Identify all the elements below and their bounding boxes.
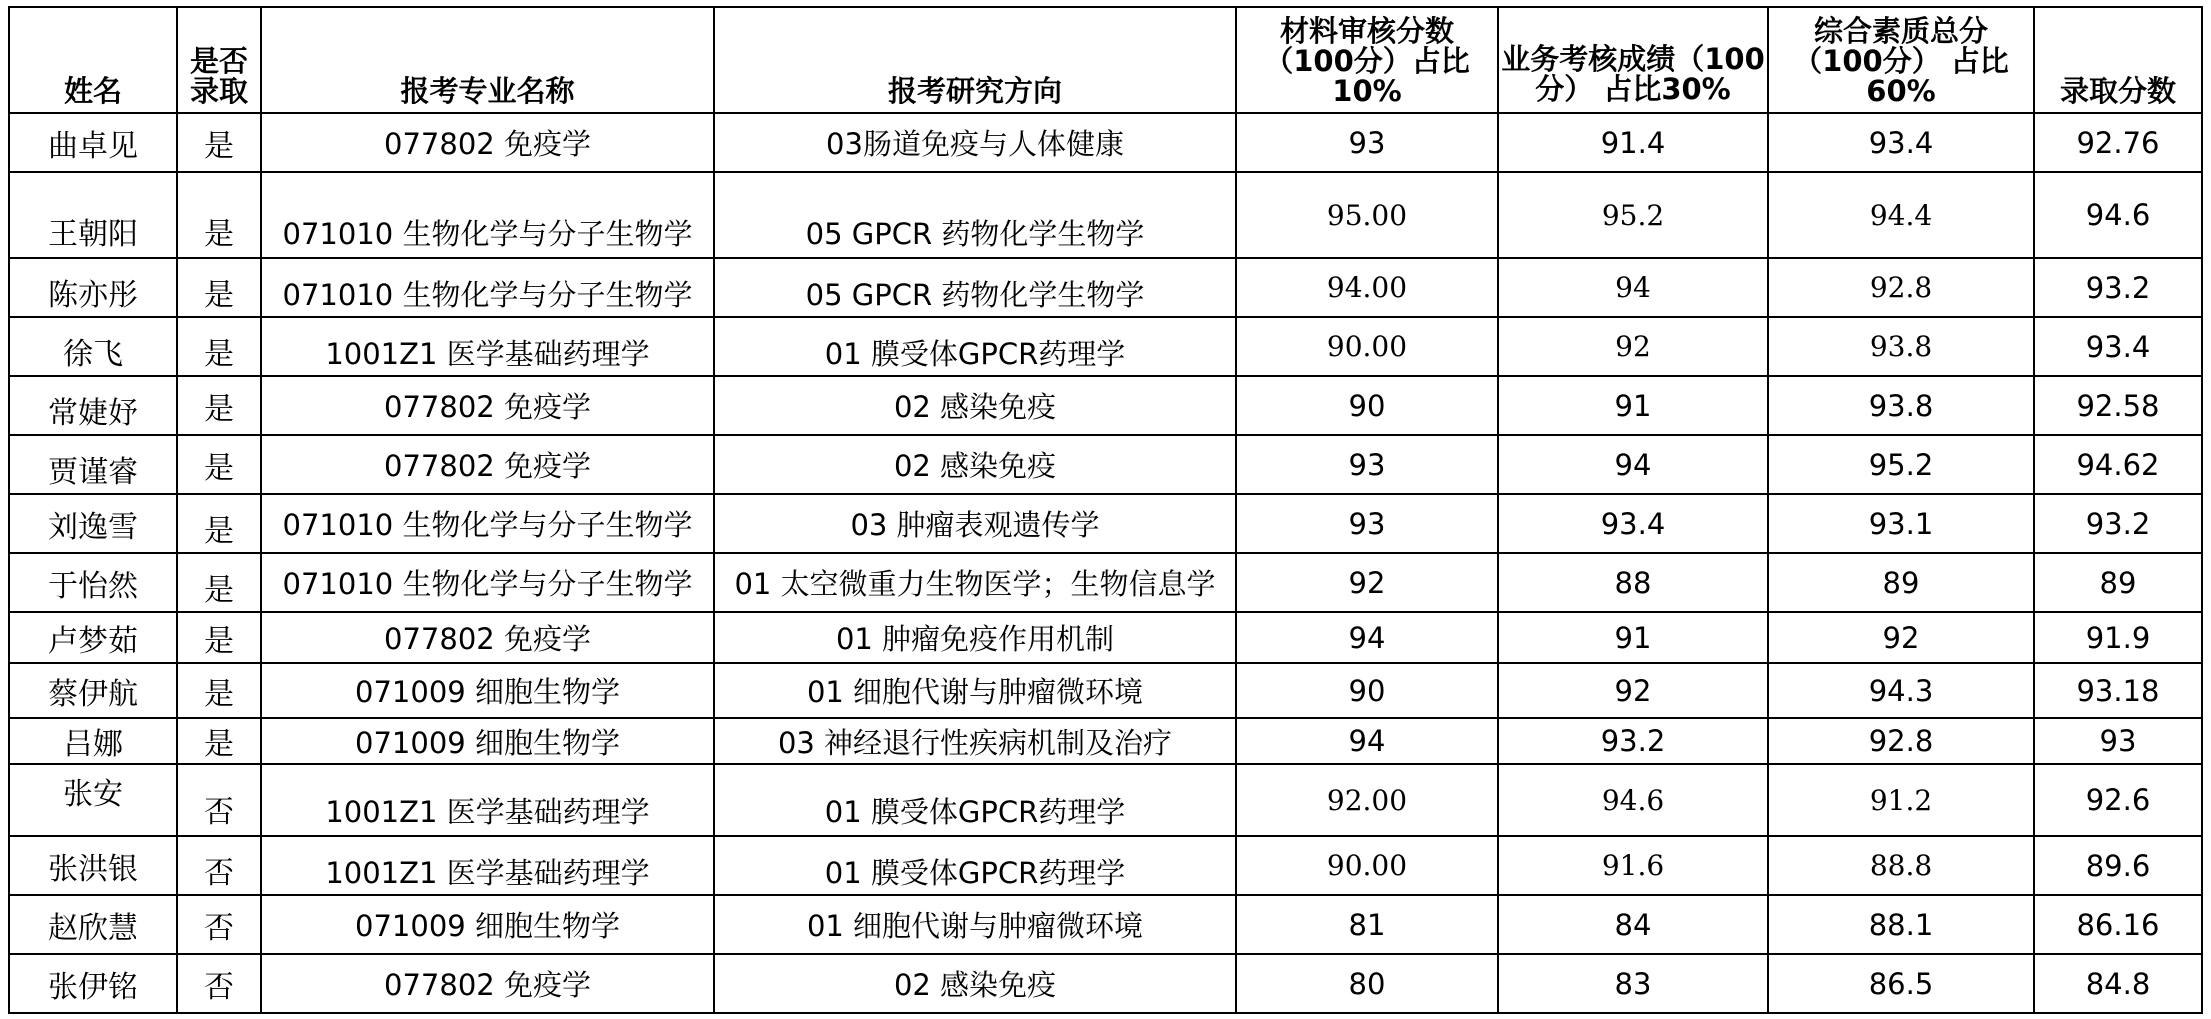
table-row	[9, 612, 2202, 663]
cell-business: 92	[1498, 663, 1768, 718]
cell-admitted: 是	[177, 258, 261, 317]
cell-major: 071010 生物化学与分子生物学	[261, 494, 714, 553]
cell-name: 张洪银	[9, 836, 177, 895]
cell-direction: 01 肿瘤免疫作用机制	[714, 612, 1236, 663]
header-direction: 报考研究方向	[714, 7, 1236, 113]
cell-final: 92.6	[2034, 764, 2202, 836]
table-row	[9, 718, 2202, 764]
cell-admitted: 是	[177, 435, 261, 494]
cell-quality: 92.8	[1768, 258, 2034, 317]
cell-material: 90.00	[1236, 836, 1498, 895]
cell-name: 刘逸雪	[9, 494, 177, 553]
cell-final: 93	[2034, 718, 2202, 764]
cell-business: 95.2	[1498, 172, 1768, 258]
cell-material: 94	[1236, 612, 1498, 663]
cell-final: 92.76	[2034, 113, 2202, 172]
cell-name: 吕娜	[9, 718, 177, 764]
table-row	[9, 113, 2202, 172]
cell-admitted: 是	[177, 718, 261, 764]
cell-business: 91	[1498, 612, 1768, 663]
cell-business: 88	[1498, 553, 1768, 612]
cell-quality: 93.4	[1768, 113, 2034, 172]
cell-major: 071010 生物化学与分子生物学	[261, 172, 714, 258]
table-row	[9, 764, 2202, 836]
header-final-score: 录取分数	[2034, 7, 2202, 113]
cell-business: 91.4	[1498, 113, 1768, 172]
table-row	[9, 954, 2202, 1013]
table-row	[9, 553, 2202, 612]
cell-name: 赵欣慧	[9, 895, 177, 954]
table-row	[9, 317, 2202, 376]
cell-name: 徐飞	[9, 317, 177, 376]
cell-final: 93.2	[2034, 258, 2202, 317]
cell-business: 93.4	[1498, 494, 1768, 553]
cell-quality: 93.8	[1768, 317, 2034, 376]
cell-major: 071009 细胞生物学	[261, 895, 714, 954]
cell-business: 91.6	[1498, 836, 1768, 895]
cell-material: 92.00	[1236, 764, 1498, 836]
cell-quality: 92	[1768, 612, 2034, 663]
cell-name: 于怡然	[9, 553, 177, 612]
cell-final: 86.16	[2034, 895, 2202, 954]
cell-quality: 89	[1768, 553, 2034, 612]
cell-admitted: 是	[177, 663, 261, 718]
cell-name: 卢梦茹	[9, 612, 177, 663]
cell-quality: 94.4	[1768, 172, 2034, 258]
table-row	[9, 494, 2202, 553]
cell-direction: 01 太空微重力生物医学；生物信息学	[714, 553, 1236, 612]
cell-quality: 94.3	[1768, 663, 2034, 718]
cell-quality: 93.1	[1768, 494, 2034, 553]
cell-final: 94.62	[2034, 435, 2202, 494]
cell-name: 陈亦彤	[9, 258, 177, 317]
cell-business: 94	[1498, 435, 1768, 494]
cell-business: 83	[1498, 954, 1768, 1013]
cell-final: 89.6	[2034, 836, 2202, 895]
cell-material: 93	[1236, 494, 1498, 553]
cell-direction: 03 神经退行性疾病机制及治疗	[714, 718, 1236, 764]
cell-final: 94.6	[2034, 172, 2202, 258]
cell-direction: 01 细胞代谢与肿瘤微环境	[714, 895, 1236, 954]
cell-quality: 91.2	[1768, 764, 2034, 836]
cell-material: 93	[1236, 435, 1498, 494]
cell-major: 077802 免疫学	[261, 435, 714, 494]
cell-admitted: 是	[177, 113, 261, 172]
cell-admitted: 否	[177, 836, 261, 895]
cell-major: 071010 生物化学与分子生物学	[261, 553, 714, 612]
cell-major: 071010 生物化学与分子生物学	[261, 258, 714, 317]
table-row	[9, 258, 2202, 317]
table-row	[9, 172, 2202, 258]
cell-admitted: 是	[177, 317, 261, 376]
cell-business: 84	[1498, 895, 1768, 954]
admission-score-table	[8, 6, 2203, 1014]
cell-admitted: 否	[177, 895, 261, 954]
cell-direction: 02 感染免疫	[714, 954, 1236, 1013]
cell-quality: 88.1	[1768, 895, 2034, 954]
cell-material: 80	[1236, 954, 1498, 1013]
cell-direction: 02 感染免疫	[714, 376, 1236, 435]
header-name: 姓名	[9, 7, 177, 113]
cell-business: 91	[1498, 376, 1768, 435]
header-admitted: 是否 录取	[177, 7, 261, 113]
cell-material: 90	[1236, 663, 1498, 718]
cell-material: 90.00	[1236, 317, 1498, 376]
cell-material: 94.00	[1236, 258, 1498, 317]
cell-direction: 01 膜受体GPCR药理学	[714, 764, 1236, 836]
cell-final: 93.2	[2034, 494, 2202, 553]
cell-direction: 05 GPCR 药物化学生物学	[714, 258, 1236, 317]
cell-final: 93.4	[2034, 317, 2202, 376]
cell-name: 常婕妤	[9, 376, 177, 435]
cell-business: 92	[1498, 317, 1768, 376]
cell-name: 曲卓见	[9, 113, 177, 172]
cell-admitted: 否	[177, 954, 261, 1013]
cell-name: 王朝阳	[9, 172, 177, 258]
cell-material: 81	[1236, 895, 1498, 954]
cell-major: 1001Z1 医学基础药理学	[261, 317, 714, 376]
cell-name: 贾谨睿	[9, 435, 177, 494]
cell-quality: 93.8	[1768, 376, 2034, 435]
table-row	[9, 895, 2202, 954]
cell-final: 93.18	[2034, 663, 2202, 718]
cell-direction: 01 膜受体GPCR药理学	[714, 317, 1236, 376]
cell-quality: 92.8	[1768, 718, 2034, 764]
cell-admitted: 是	[177, 494, 261, 553]
cell-material: 93	[1236, 113, 1498, 172]
cell-major: 077802 免疫学	[261, 376, 714, 435]
table-row	[9, 435, 2202, 494]
table-row	[9, 836, 2202, 895]
cell-final: 92.58	[2034, 376, 2202, 435]
cell-major: 071009 细胞生物学	[261, 663, 714, 718]
table-row	[9, 376, 2202, 435]
cell-direction: 01 膜受体GPCR药理学	[714, 836, 1236, 895]
header-major: 报考专业名称	[261, 7, 714, 113]
cell-admitted: 是	[177, 376, 261, 435]
table-row	[9, 663, 2202, 718]
cell-material: 92	[1236, 553, 1498, 612]
cell-major: 1001Z1 医学基础药理学	[261, 836, 714, 895]
cell-admitted: 是	[177, 553, 261, 612]
cell-final: 84.8	[2034, 954, 2202, 1013]
cell-material: 95.00	[1236, 172, 1498, 258]
cell-quality: 95.2	[1768, 435, 2034, 494]
cell-direction: 05 GPCR 药物化学生物学	[714, 172, 1236, 258]
cell-direction: 03肠道免疫与人体健康	[714, 113, 1236, 172]
header-quality-score: 综合素质总分 （100分） 占比 60%	[1768, 7, 2034, 113]
table-header-row	[9, 7, 2202, 113]
cell-business: 94	[1498, 258, 1768, 317]
cell-major: 077802 免疫学	[261, 113, 714, 172]
cell-direction: 01 细胞代谢与肿瘤微环境	[714, 663, 1236, 718]
header-business-score: 业务考核成绩（100 分） 占比30%	[1498, 7, 1768, 113]
cell-material: 94	[1236, 718, 1498, 764]
cell-name: 张安	[9, 764, 177, 836]
cell-name: 张伊铭	[9, 954, 177, 1013]
cell-direction: 02 感染免疫	[714, 435, 1236, 494]
cell-final: 89	[2034, 553, 2202, 612]
cell-major: 071009 细胞生物学	[261, 718, 714, 764]
cell-major: 077802 免疫学	[261, 954, 714, 1013]
cell-admitted: 否	[177, 764, 261, 836]
cell-name: 蔡伊航	[9, 663, 177, 718]
cell-admitted: 是	[177, 612, 261, 663]
cell-major: 077802 免疫学	[261, 612, 714, 663]
cell-major: 1001Z1 医学基础药理学	[261, 764, 714, 836]
cell-material: 90	[1236, 376, 1498, 435]
header-material-score: 材料审核分数 （100分）占比 10%	[1236, 7, 1498, 113]
cell-final: 91.9	[2034, 612, 2202, 663]
cell-quality: 88.8	[1768, 836, 2034, 895]
cell-business: 94.6	[1498, 764, 1768, 836]
cell-business: 93.2	[1498, 718, 1768, 764]
cell-admitted: 是	[177, 172, 261, 258]
cell-direction: 03 肿瘤表观遗传学	[714, 494, 1236, 553]
cell-quality: 86.5	[1768, 954, 2034, 1013]
